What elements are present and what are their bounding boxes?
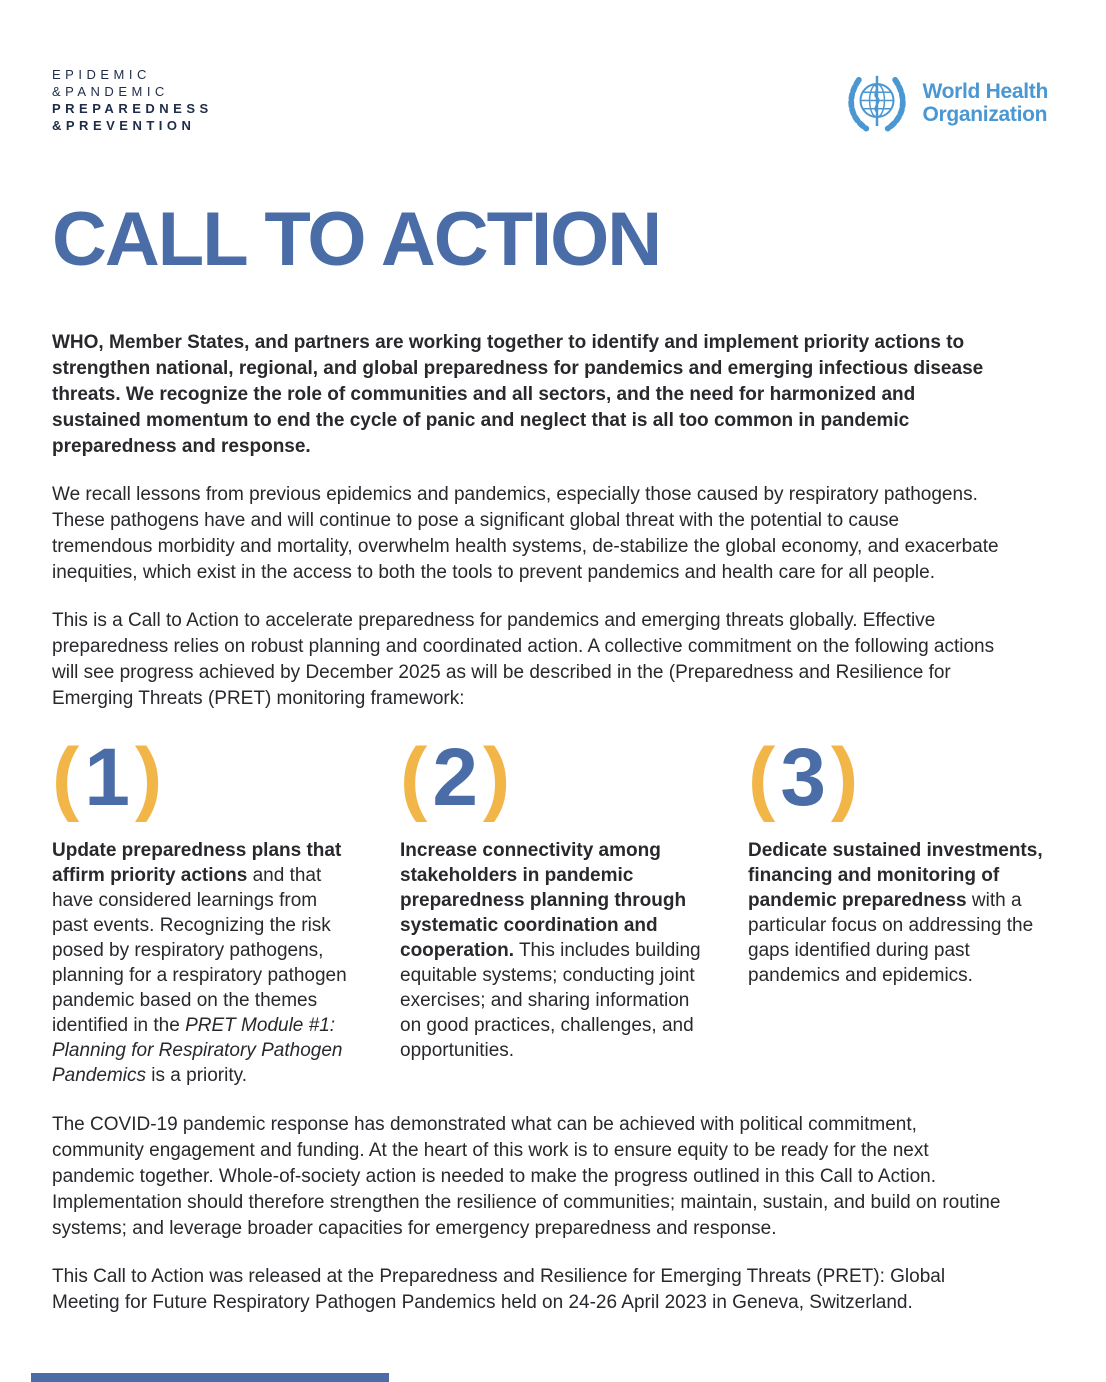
close-paren: ) [482,732,516,823]
text-segment: and that have considered learnings from past events. Recognizing the risk posed by respiratory pathogens, planning for a respiratory pathogen pandemic based on the themes identified in the [52,865,347,1036]
action-text [400,838,702,1063]
text-segment: Increase connectivity among stakeholders in pandemic preparedness planning through systematic coordination and cooperation. [400,840,687,961]
text-segment: PRET Module #1: Planning for Respiratory Pathogen Pandemics [52,1015,343,1086]
action-number [52,732,358,823]
closing-paragraph: This Call to Action was released at the Preparedness and Resilience for Emerging Threats (PRET): Global Meeting for Future Respiratory Pathogen Pandemics held on 24-26 April 2023 in Geneva, Switzerland. [52,1266,946,1313]
epp-program-logo [52,66,213,134]
close-paren: ) [134,732,168,823]
text-segment: is a priority. [146,1065,248,1086]
action-item-1 [52,732,358,1088]
close-paren: ) [830,732,864,823]
actions-grid [52,732,1054,1088]
text-segment: Update preparedness plans that affirm priority actions [52,840,342,886]
who-wordmark [922,80,1048,126]
logo-line: &PANDEMIC [52,84,169,99]
who-emblem-icon [844,70,910,136]
open-paren: ( [400,732,433,823]
logo-line: EPIDEMIC [52,67,151,82]
action-item-2 [400,732,706,1088]
text-segment: with a particular focus on addressing the gaps identified during past pandemics and epidemics. [748,890,1034,986]
open-paren: ( [748,732,781,823]
logo-line: &PREVENTION [52,118,196,133]
closing-section [52,1112,1008,1316]
intro-section [52,330,1000,712]
logo-line: PREPAREDNESS [52,101,213,116]
text-segment: This includes building equitable systems; conducting joint exercises; and sharing information on good practices, challenges, and opportunities. [400,940,701,1061]
intro-paragraph: This is a Call to Action to accelerate preparedness for pandemics and emerging threats globally. Effective preparedness relies on robust planning and coordinated action. A collective commitment on the following actions will see progress achieved by December 2025 as will be described in the (Preparedness and Resilience for Emerging Threats (PRET) monitoring framework: [52,610,995,709]
action-digit: 2 [432,732,483,823]
footer-accent-bar [31,1373,389,1382]
intro-paragraph: We recall lessons from previous epidemics and pandemics, especially those caused by respiratory pathogens. These pathogens have and will continue to pose a significant global threat with the potential to cause tremendous morbidity and mortality, overwhelm health systems, de-stabilize the global economy, and exacerbate inequities, which exist in the access to both the tools to prevent pandemics and health care for all people. [52,484,999,583]
page-header [0,0,1106,136]
action-number [400,732,706,823]
action-text [748,838,1050,988]
action-digit: 3 [780,732,831,823]
intro-paragraph: WHO, Member States, and partners are working together to identify and implement priority actions to strengthen national, regional, and global preparedness for pandemics and emerging infectious disease threats. We recognize the role of communities and all sectors, and the need for harmonized and sustained momentum to end the cycle of panic and neglect that is all too common in pandemic preparedness and response. [52,332,984,457]
action-number [748,732,1054,823]
closing-paragraph: The COVID-19 pandemic response has demonstrated what can be achieved with political commitment, community engagement and funding. At the heart of this work is to ensure equity to be ready for the next pandemic together. Whole-of-society action is needed to make the progress outlined in this Call to Action. Implementation should therefore strengthen the resilience of communities; maintain, sustain, and build on routine systems; and leverage broader capacities for emergency preparedness and response. [52,1114,1001,1239]
who-logo [844,70,1048,136]
text-segment: Dedicate sustained investments, financing and monitoring of pandemic preparedness [748,840,1043,911]
who-wordmark-line: World Health [922,80,1048,103]
page-title: CALL TO ACTION [52,197,661,282]
open-paren: ( [52,732,85,823]
action-digit: 1 [84,732,135,823]
who-wordmark-line: Organization [922,103,1048,126]
action-item-3 [748,732,1054,1088]
action-text [52,838,354,1088]
